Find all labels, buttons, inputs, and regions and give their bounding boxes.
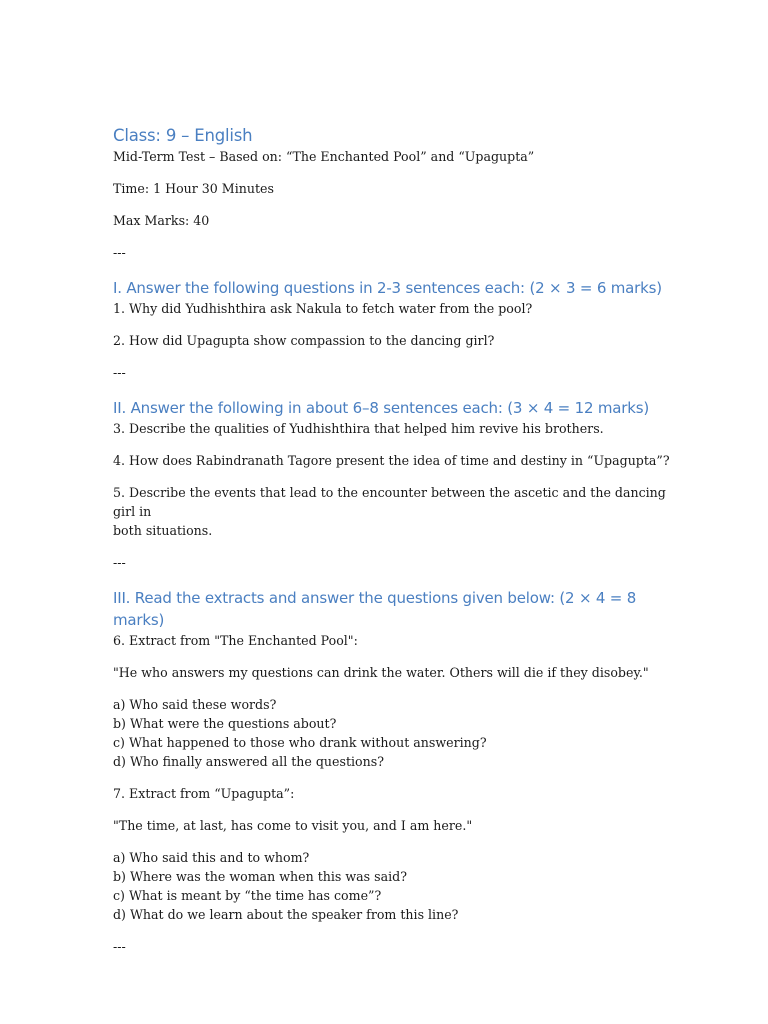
separator: --- bbox=[113, 555, 126, 570]
question-6-b: b) What were the questions about? bbox=[113, 716, 337, 731]
document-title: Class: 9 – English bbox=[113, 126, 253, 145]
time-info: Time: 1 Hour 30 Minutes bbox=[113, 181, 274, 196]
question-6-a: a) Who said these words? bbox=[113, 697, 277, 712]
question-6-extract: "He who answers my questions can drink the water. Others will die if they disobey." bbox=[113, 665, 649, 680]
question-3: 3. Describe the qualities of Yudhishthira that helped him revive his brothers. bbox=[113, 421, 604, 436]
section-2-heading: II. Answer the following in about 6–8 sentences each: (3 × 4 = 12 marks) bbox=[113, 399, 649, 417]
question-7-a: a) Who said this and to whom? bbox=[113, 850, 310, 865]
document-page bbox=[113, 124, 673, 956]
question-4: 4. How does Rabindranath Tagore present the idea of time and destiny in “Upagupta”? bbox=[113, 453, 670, 468]
question-2: 2. How did Upagupta show compassion to the dancing girl? bbox=[113, 333, 495, 348]
question-6-d: d) Who finally answered all the questions? bbox=[113, 754, 384, 769]
question-6-subquestions bbox=[113, 695, 673, 771]
section-3-heading: III. Read the extracts and answer the questions given below: (2 × 4 = 8 marks) bbox=[113, 589, 637, 629]
separator: --- bbox=[113, 939, 126, 954]
separator: --- bbox=[113, 365, 126, 380]
question-7-d: d) What do we learn about the speaker from this line? bbox=[113, 907, 459, 922]
max-marks-info: Max Marks: 40 bbox=[113, 213, 210, 228]
question-7-b: b) Where was the woman when this was said? bbox=[113, 869, 407, 884]
question-7-intro: 7. Extract from “Upagupta”: bbox=[113, 786, 295, 801]
question-1: 1. Why did Yudhishthira ask Nakula to fetch water from the pool? bbox=[113, 301, 533, 316]
question-6-intro: 6. Extract from "The Enchanted Pool": bbox=[113, 633, 358, 648]
document-subtitle: Mid-Term Test – Based on: “The Enchanted Pool” and “Upagupta” bbox=[113, 149, 535, 164]
question-5-line-1: 5. Describe the events that lead to the encounter between the ascetic and the dancing girl in bbox=[113, 485, 670, 519]
question-7-extract: "The time, at last, has come to visit you, and I am here." bbox=[113, 818, 473, 833]
question-7-c: c) What is meant by “the time has come”? bbox=[113, 888, 382, 903]
section-1-heading: I. Answer the following questions in 2-3 sentences each: (2 × 3 = 6 marks) bbox=[113, 279, 662, 297]
question-6-c: c) What happened to those who drank without answering? bbox=[113, 735, 487, 750]
question-5 bbox=[113, 483, 673, 540]
question-5-line-2: both situations. bbox=[113, 523, 213, 538]
question-7-subquestions bbox=[113, 848, 673, 924]
separator: --- bbox=[113, 245, 126, 260]
